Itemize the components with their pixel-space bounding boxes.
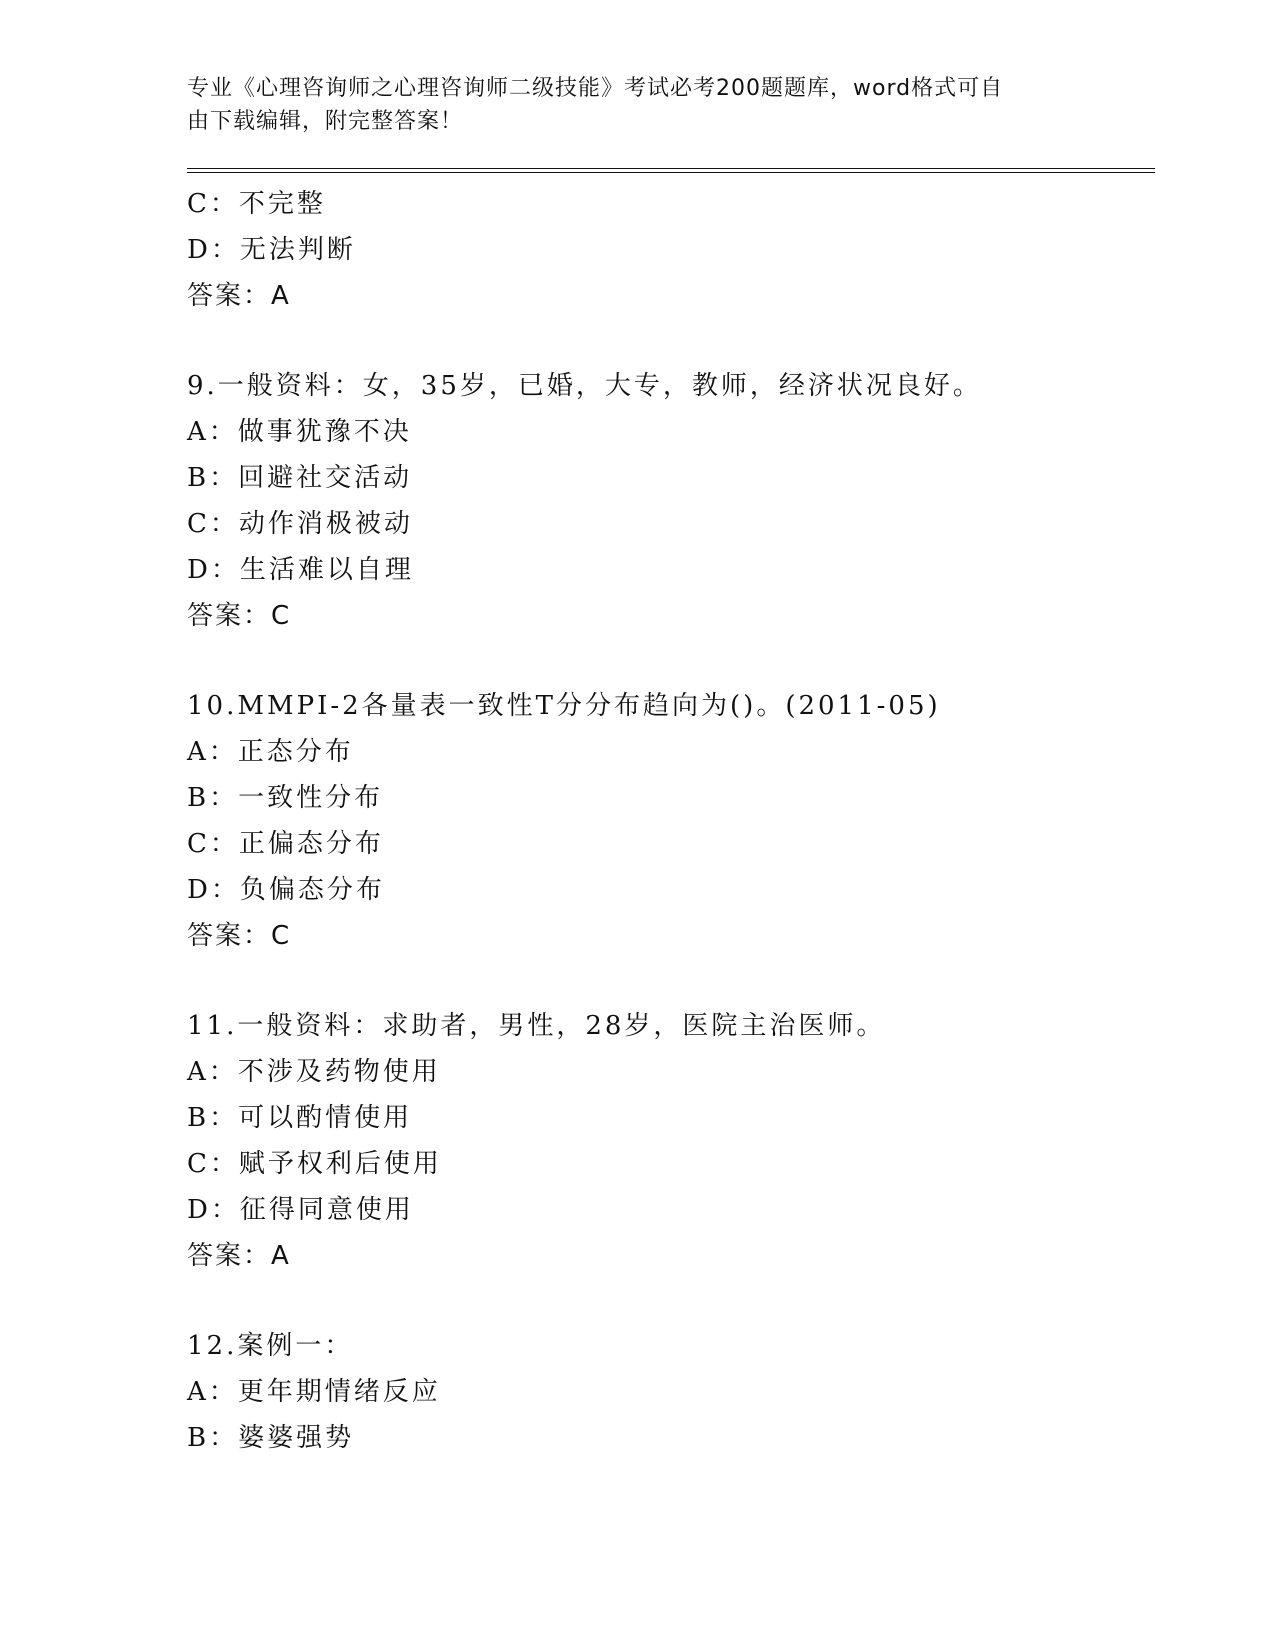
answer-line: 答案：A (187, 281, 291, 311)
option-d: D：负偏态分布 (187, 875, 385, 905)
header-divider (187, 168, 1155, 173)
question-10 (187, 683, 1147, 959)
header-line-2: 由下载编辑，附完整答案！ (187, 109, 464, 134)
question-11 (187, 1003, 1147, 1279)
page-header (187, 72, 1067, 138)
option-c: C：正偏态分布 (187, 829, 384, 859)
option-b: B：婆婆强势 (187, 1423, 355, 1453)
option-d: D：生活难以自理 (187, 555, 414, 585)
header-line-1: 专业《心理咨询师之心理咨询师二级技能》考试必考200题题库，word格式可自 (187, 76, 1004, 101)
question-title: 11.一般资料：求助者，男性，28岁，医院主治医师。 (187, 1011, 886, 1041)
option-a: A：正态分布 (187, 737, 354, 767)
option-b: B：回避社交活动 (187, 463, 413, 493)
option-a: A：做事犹豫不决 (187, 417, 412, 447)
option-a: A：不涉及药物使用 (187, 1057, 441, 1087)
option-a: A：更年期情绪反应 (187, 1377, 441, 1407)
document-page (187, 72, 1147, 1461)
continued-question (187, 181, 1147, 319)
answer-line: 答案：C (187, 921, 292, 951)
question-9 (187, 363, 1147, 639)
question-title: 9.一般资料：女，35岁，已婚，大专，教师，经济状况良好。 (187, 371, 982, 401)
answer-line: 答案：A (187, 1241, 291, 1271)
option-b: B：一致性分布 (187, 783, 384, 813)
option-c: C：不完整 (187, 189, 326, 219)
option-d: D：征得同意使用 (187, 1195, 414, 1225)
option-b: B：可以酌情使用 (187, 1103, 413, 1133)
option-c: C：动作消极被动 (187, 509, 413, 539)
question-title: 12.案例一： (187, 1331, 354, 1361)
answer-line: 答案：C (187, 601, 292, 631)
question-12 (187, 1323, 1147, 1461)
option-c: C：赋予权利后使用 (187, 1149, 442, 1179)
question-title: 10.MMPI-2各量表一致性T分分布趋向为()。(2011-05) (187, 691, 941, 721)
option-d: D：无法判断 (187, 235, 356, 265)
